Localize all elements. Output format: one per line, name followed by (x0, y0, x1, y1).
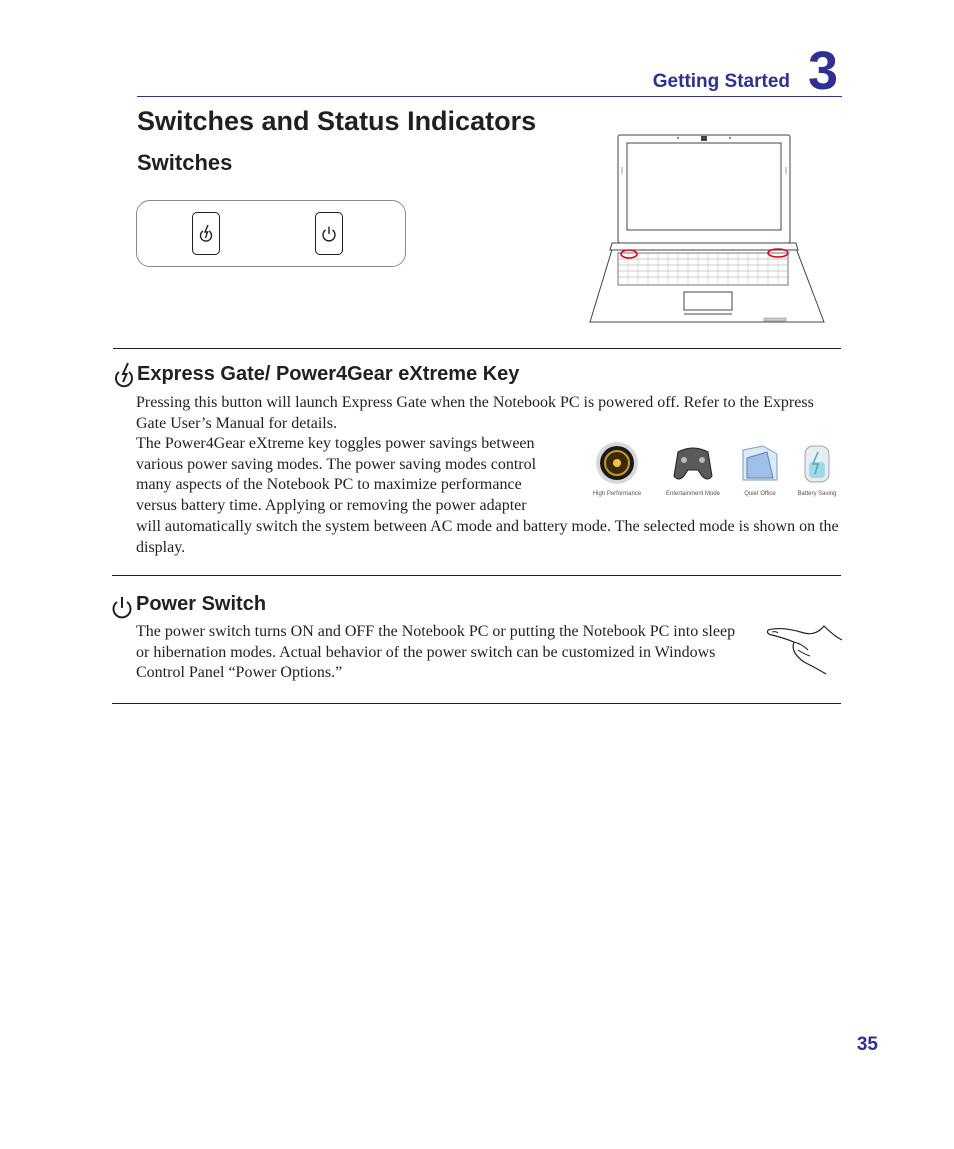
express-gate-icon (113, 362, 135, 390)
express-gate-icon (199, 224, 213, 244)
mode-entertainment: Entertainment Mode (658, 440, 728, 497)
section-divider (112, 575, 841, 576)
gamepad-icon (670, 440, 716, 486)
battery-icon (794, 440, 840, 486)
section-divider (113, 348, 841, 349)
switch-panel-illustration (136, 200, 406, 267)
power-icon (111, 596, 133, 620)
express-gate-paragraph-1: Pressing this button will launch Express Gate when the Notebook PC is powered off. Refer to the Express Gate User’s Manual for details. (136, 394, 814, 432)
express-gate-heading: Express Gate/ Power4Gear eXtreme Key (137, 363, 520, 385)
page-title: Switches and Status Indicators (137, 106, 537, 136)
hand-pressing-icon (764, 620, 846, 678)
header-rule (137, 96, 842, 97)
page-number: 35 (856, 1034, 878, 1055)
section-divider (112, 703, 841, 704)
laptop-illustration (588, 132, 828, 327)
speedometer-icon (594, 440, 640, 486)
express-gate-paragraph-2-lines: The Power4Gear eXtreme key toggles power savings between various power saving modes. The power saving modes control many aspects of the Notebook PC to maximize performance versus battery time. Applying or removing the power adapter (136, 435, 537, 515)
power-icon (321, 225, 337, 243)
power-switch-heading: Power Switch (136, 593, 267, 615)
section-title: Switches (137, 150, 233, 175)
power-key (315, 212, 343, 255)
chapter-label: Getting Started (652, 71, 790, 92)
express-gate-paragraph-2-rest: will automatically switch the system between AC mode and battery mode. The selected mode is shown on the display. (136, 518, 839, 556)
mode-quiet-office: Quiet Office (734, 440, 786, 497)
power-switch-paragraph: The power switch turns ON and OFF the Notebook PC or putting the Notebook PC into sleep or hibernation modes. Actual behavior of the power switch can be customized in Windows Control Panel “Power Options.” (136, 623, 736, 682)
mode-high-performance: High Performance (584, 440, 650, 497)
power4gear-modes (584, 440, 844, 502)
folder-icon (737, 440, 783, 486)
chapter-number: 3 (808, 41, 839, 101)
express-gate-key (192, 212, 220, 255)
mode-battery-saving: Battery Saving (790, 440, 844, 497)
